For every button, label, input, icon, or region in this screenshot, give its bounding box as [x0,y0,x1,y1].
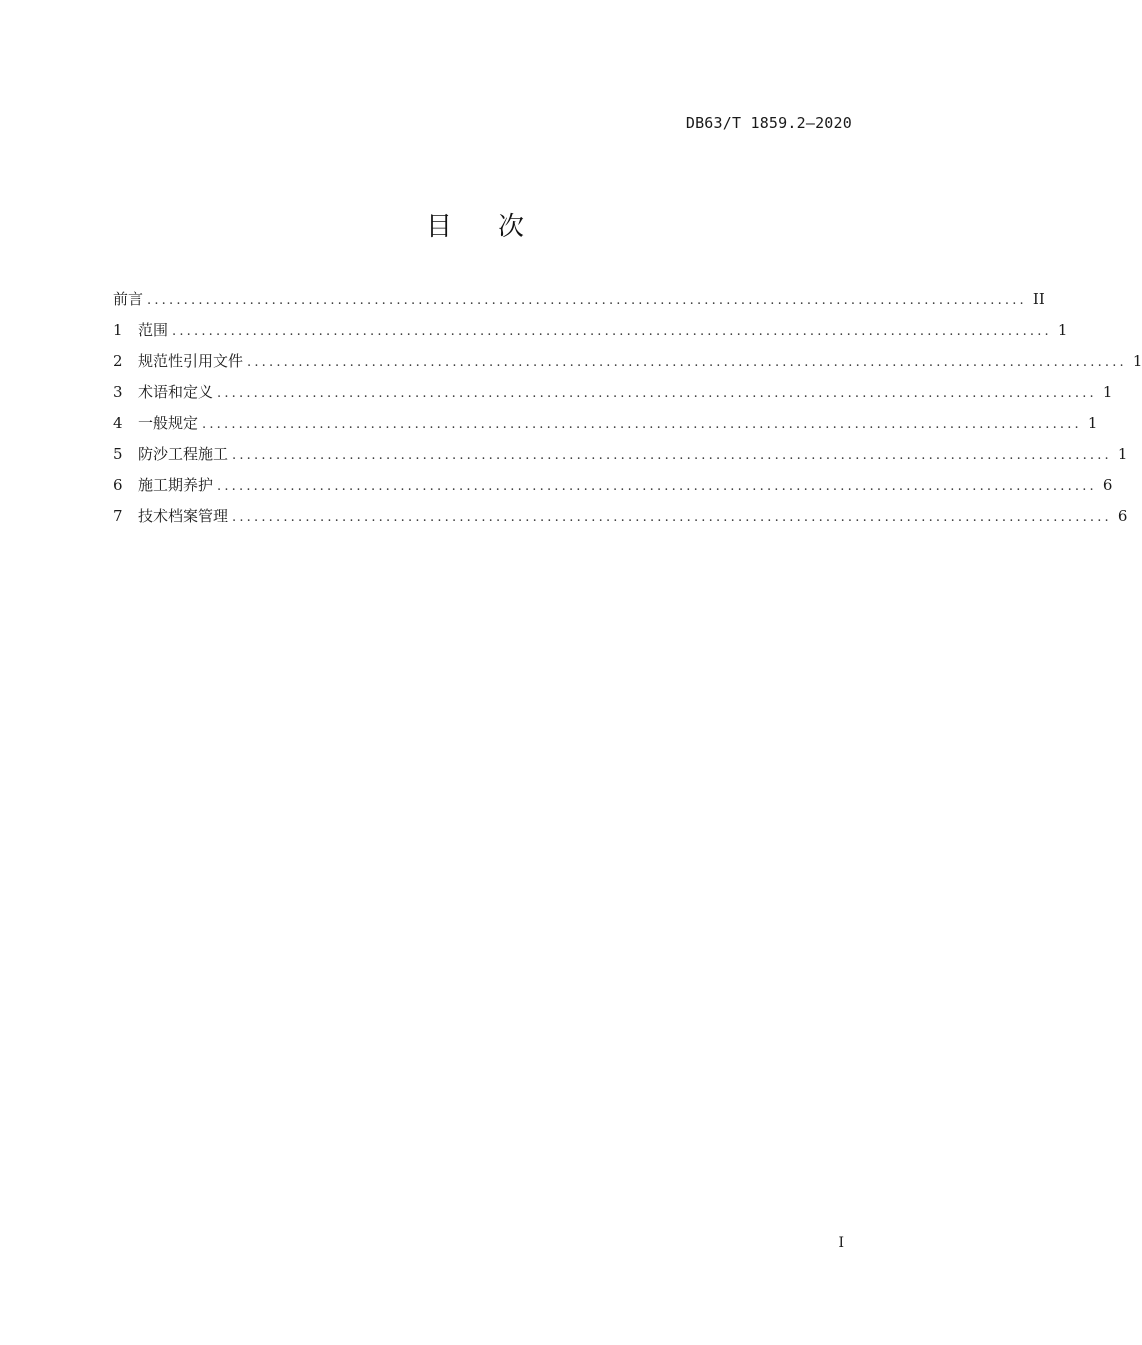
toc-entry-page: 1 [1057,321,1068,339]
toc-entry-number: 2 [113,352,123,370]
toc-entry-label: 范围 [138,321,169,339]
toc-entry-page: 1 [1102,383,1113,401]
dot-leader: ........................................................................................................................ [217,479,1097,494]
toc-entry-page: 6 [1102,476,1113,494]
toc-entry-label: 术语和定义 [138,383,214,401]
toc-entry-page: 6 [1117,507,1128,525]
toc-entry-page: 1 [1087,414,1098,432]
toc-entry-number: 6 [113,476,123,494]
toc-entry-label: 一般规定 [138,414,199,432]
page-number: I [838,1235,844,1251]
toc-entry-number: 3 [113,383,123,401]
toc-entry-5[interactable] [113,439,1128,470]
dot-leader: ........................................................................................................................ [172,324,1052,339]
dot-leader: ........................................................................................................................ [232,510,1112,525]
dot-leader: ........................................................................................................................ [202,417,1082,432]
toc-entry-number: 5 [113,445,123,463]
toc-entry-4[interactable] [113,408,1098,439]
toc-entry-2[interactable] [113,346,1142,377]
dot-leader: ........................................................................................................................ [232,448,1112,463]
dot-leader: ........................................................................................................................ [147,293,1027,308]
dot-leader: ........................................................................................................................ [247,355,1127,370]
toc-entry-number: 1 [113,321,123,339]
toc-title: 目次 [425,212,570,242]
toc-entry-7[interactable] [113,501,1128,532]
toc-entry-page: II [1032,290,1045,308]
toc-entry-3[interactable] [113,377,1113,408]
toc-entry-label: 规范性引用文件 [138,352,244,370]
toc-entry-label: 防沙工程施工 [138,445,229,463]
table-of-contents [113,284,1142,532]
toc-entry-1[interactable] [113,315,1068,346]
toc-entry-label: 施工期养护 [138,476,214,494]
standard-code: DB63/T 1859.2—2020 [685,114,852,132]
dot-leader: ........................................................................................................................ [217,386,1097,401]
toc-entry-foreword[interactable] [113,284,1045,315]
toc-entry-6[interactable] [113,470,1113,501]
toc-entry-number: 4 [113,414,123,432]
toc-entry-label: 技术档案管理 [138,507,229,525]
toc-entry-label: 前言 [113,290,144,308]
toc-entry-page: 1 [1117,445,1128,463]
toc-entry-number: 7 [113,507,123,525]
toc-entry-page: 1 [1132,352,1142,370]
